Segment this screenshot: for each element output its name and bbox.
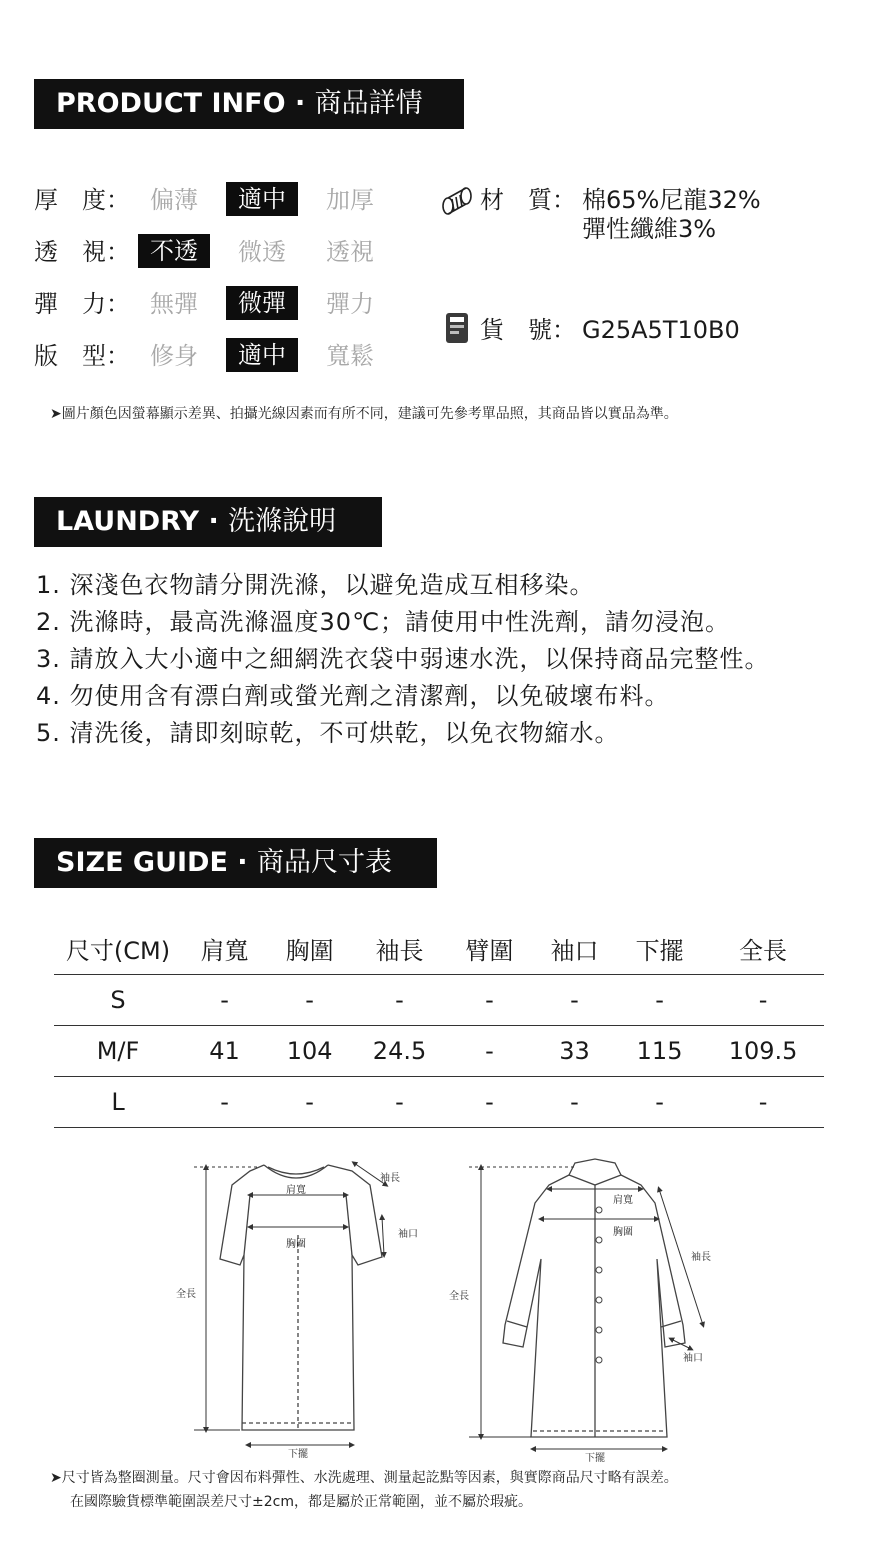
color-disclaimer: ➤圖片顏色因螢幕顯示差異、拍攝光線因素而有所不同，建議可先參考單品照，其商品皆以實品為準。 <box>50 406 678 422</box>
size-note-2: 在國際驗貨標準範圍誤差尺寸±2cm，都是屬於正常範圍，並不屬於瑕疵。 <box>70 1494 532 1510</box>
label-hem: 下擺 <box>585 1453 605 1464</box>
attr-label: 透 視： <box>34 238 130 266</box>
size-cell: - <box>532 1077 617 1128</box>
laundry-title-en: LAUNDRY · <box>56 506 229 537</box>
laundry-item: 3. 請放入大小適中之細網洗衣袋中弱速水洗，以保持商品完整性。 <box>36 645 770 673</box>
size-header: 尺寸(CM) <box>54 922 182 975</box>
attr-option: 加厚 <box>326 186 374 214</box>
size-cell: - <box>182 1077 267 1128</box>
size-cell: L <box>54 1077 182 1128</box>
shirt-dress-diagram <box>445 1155 745 1465</box>
laundry-title-zh: 洗滌說明 <box>228 506 337 537</box>
laundry-item: 4. 勿使用含有漂白劑或螢光劑之清潔劑，以免破壞布料。 <box>36 682 670 710</box>
size-guide-title-en: SIZE GUIDE · <box>56 847 257 878</box>
size-header: 袖口 <box>532 922 617 975</box>
size-cell: 24.5 <box>352 1026 447 1077</box>
size-header: 肩寬 <box>182 922 267 975</box>
size-note-1: ➤尺寸皆為整圈測量。尺寸會因布料彈性、水洗處理、測量起訖點等因素，與實際商品尺寸略有誤差。 <box>50 1470 678 1486</box>
size-cell: - <box>352 975 447 1026</box>
attr-label: 厚 度： <box>34 186 130 214</box>
item-number-row <box>440 316 840 348</box>
material-value-1: 棉65%尼龍32% <box>582 186 761 214</box>
laundry-list <box>36 567 770 752</box>
size-cell: 109.5 <box>702 1026 824 1077</box>
label-total-length: 全長 <box>449 1291 469 1302</box>
size-cell: - <box>447 1026 532 1077</box>
table-row <box>54 1026 824 1077</box>
label-sleeve-length: 袖長 <box>691 1252 711 1263</box>
attr-label: 彈 力： <box>34 290 130 318</box>
size-cell: - <box>532 975 617 1026</box>
size-cell: - <box>267 1077 352 1128</box>
attr-option: 無彈 <box>150 290 198 318</box>
attr-option: 寬鬆 <box>326 342 374 370</box>
size-cell: 104 <box>267 1026 352 1077</box>
attr-option-selected: 適中 <box>226 182 298 216</box>
size-cell: - <box>267 975 352 1026</box>
item-number-label: 貨 號： <box>480 316 576 344</box>
material-label: 材 質： <box>480 186 576 214</box>
tag-icon <box>440 310 474 352</box>
label-shoulder: 肩寬 <box>286 1185 306 1196</box>
attr-option: 彈力 <box>326 290 374 318</box>
attr-label: 版 型： <box>34 342 130 370</box>
short-sleeve-dress-diagram <box>170 1155 440 1465</box>
laundry-item: 2. 洗滌時，最高洗滌溫度30℃；請使用中性洗劑，請勿浸泡。 <box>36 608 731 636</box>
laundry-item: 1. 深淺色衣物請分開洗滌，以避免造成互相移染。 <box>36 571 595 599</box>
attr-fit <box>34 336 414 376</box>
size-header: 臂圍 <box>447 922 532 975</box>
product-info-title-zh: 商品詳情 <box>314 88 423 119</box>
label-hem: 下擺 <box>288 1449 308 1460</box>
product-info-banner <box>34 79 464 129</box>
size-cell: - <box>447 975 532 1026</box>
label-shoulder: 肩寬 <box>613 1195 633 1206</box>
size-guide-title-zh: 商品尺寸表 <box>256 847 392 878</box>
size-cell: 41 <box>182 1026 267 1077</box>
label-cuff: 袖口 <box>683 1353 703 1364</box>
attr-option: 透視 <box>326 238 374 266</box>
label-cuff: 袖口 <box>398 1229 418 1240</box>
product-info-title-en: PRODUCT INFO · <box>56 88 315 119</box>
size-table-header-row <box>54 922 824 975</box>
label-sleeve-length: 袖長 <box>380 1173 400 1184</box>
attr-option-selected: 不透 <box>138 234 210 268</box>
label-chest: 胸圍 <box>613 1227 633 1238</box>
attr-thickness <box>34 180 414 220</box>
material-value-2: 彈性纖維3% <box>582 215 717 243</box>
size-header: 胸圍 <box>267 922 352 975</box>
attr-option: 微透 <box>238 238 286 266</box>
laundry-item: 5. 清洗後，請即刻晾乾，不可烘乾，以免衣物縮水。 <box>36 719 620 747</box>
attr-option-selected: 微彈 <box>226 286 298 320</box>
size-cell: - <box>617 1077 702 1128</box>
size-header: 全長 <box>702 922 824 975</box>
table-row <box>54 975 824 1026</box>
laundry-banner <box>34 497 382 547</box>
size-cell: - <box>352 1077 447 1128</box>
label-chest: 胸圍 <box>286 1239 306 1250</box>
attr-option: 偏薄 <box>150 186 198 214</box>
size-cell: - <box>702 1077 824 1128</box>
attr-transparency <box>34 232 414 272</box>
size-cell: - <box>702 975 824 1026</box>
size-cell: - <box>447 1077 532 1128</box>
item-number-value: G25A5T10B0 <box>582 316 740 344</box>
size-cell: M/F <box>54 1026 182 1077</box>
size-header: 下擺 <box>617 922 702 975</box>
size-header: 袖長 <box>352 922 447 975</box>
material-row <box>440 186 840 246</box>
attr-elasticity <box>34 284 414 324</box>
size-cell: S <box>54 975 182 1026</box>
size-cell: 33 <box>532 1026 617 1077</box>
size-cell: - <box>617 975 702 1026</box>
attr-option-selected: 適中 <box>226 338 298 372</box>
label-total-length: 全長 <box>176 1289 196 1300</box>
size-cell: - <box>182 975 267 1026</box>
size-cell: 115 <box>617 1026 702 1077</box>
thread-spool-icon <box>440 186 476 222</box>
attr-option: 修身 <box>150 342 198 370</box>
size-guide-banner <box>34 838 437 888</box>
table-row <box>54 1077 824 1128</box>
size-table <box>54 922 824 1128</box>
